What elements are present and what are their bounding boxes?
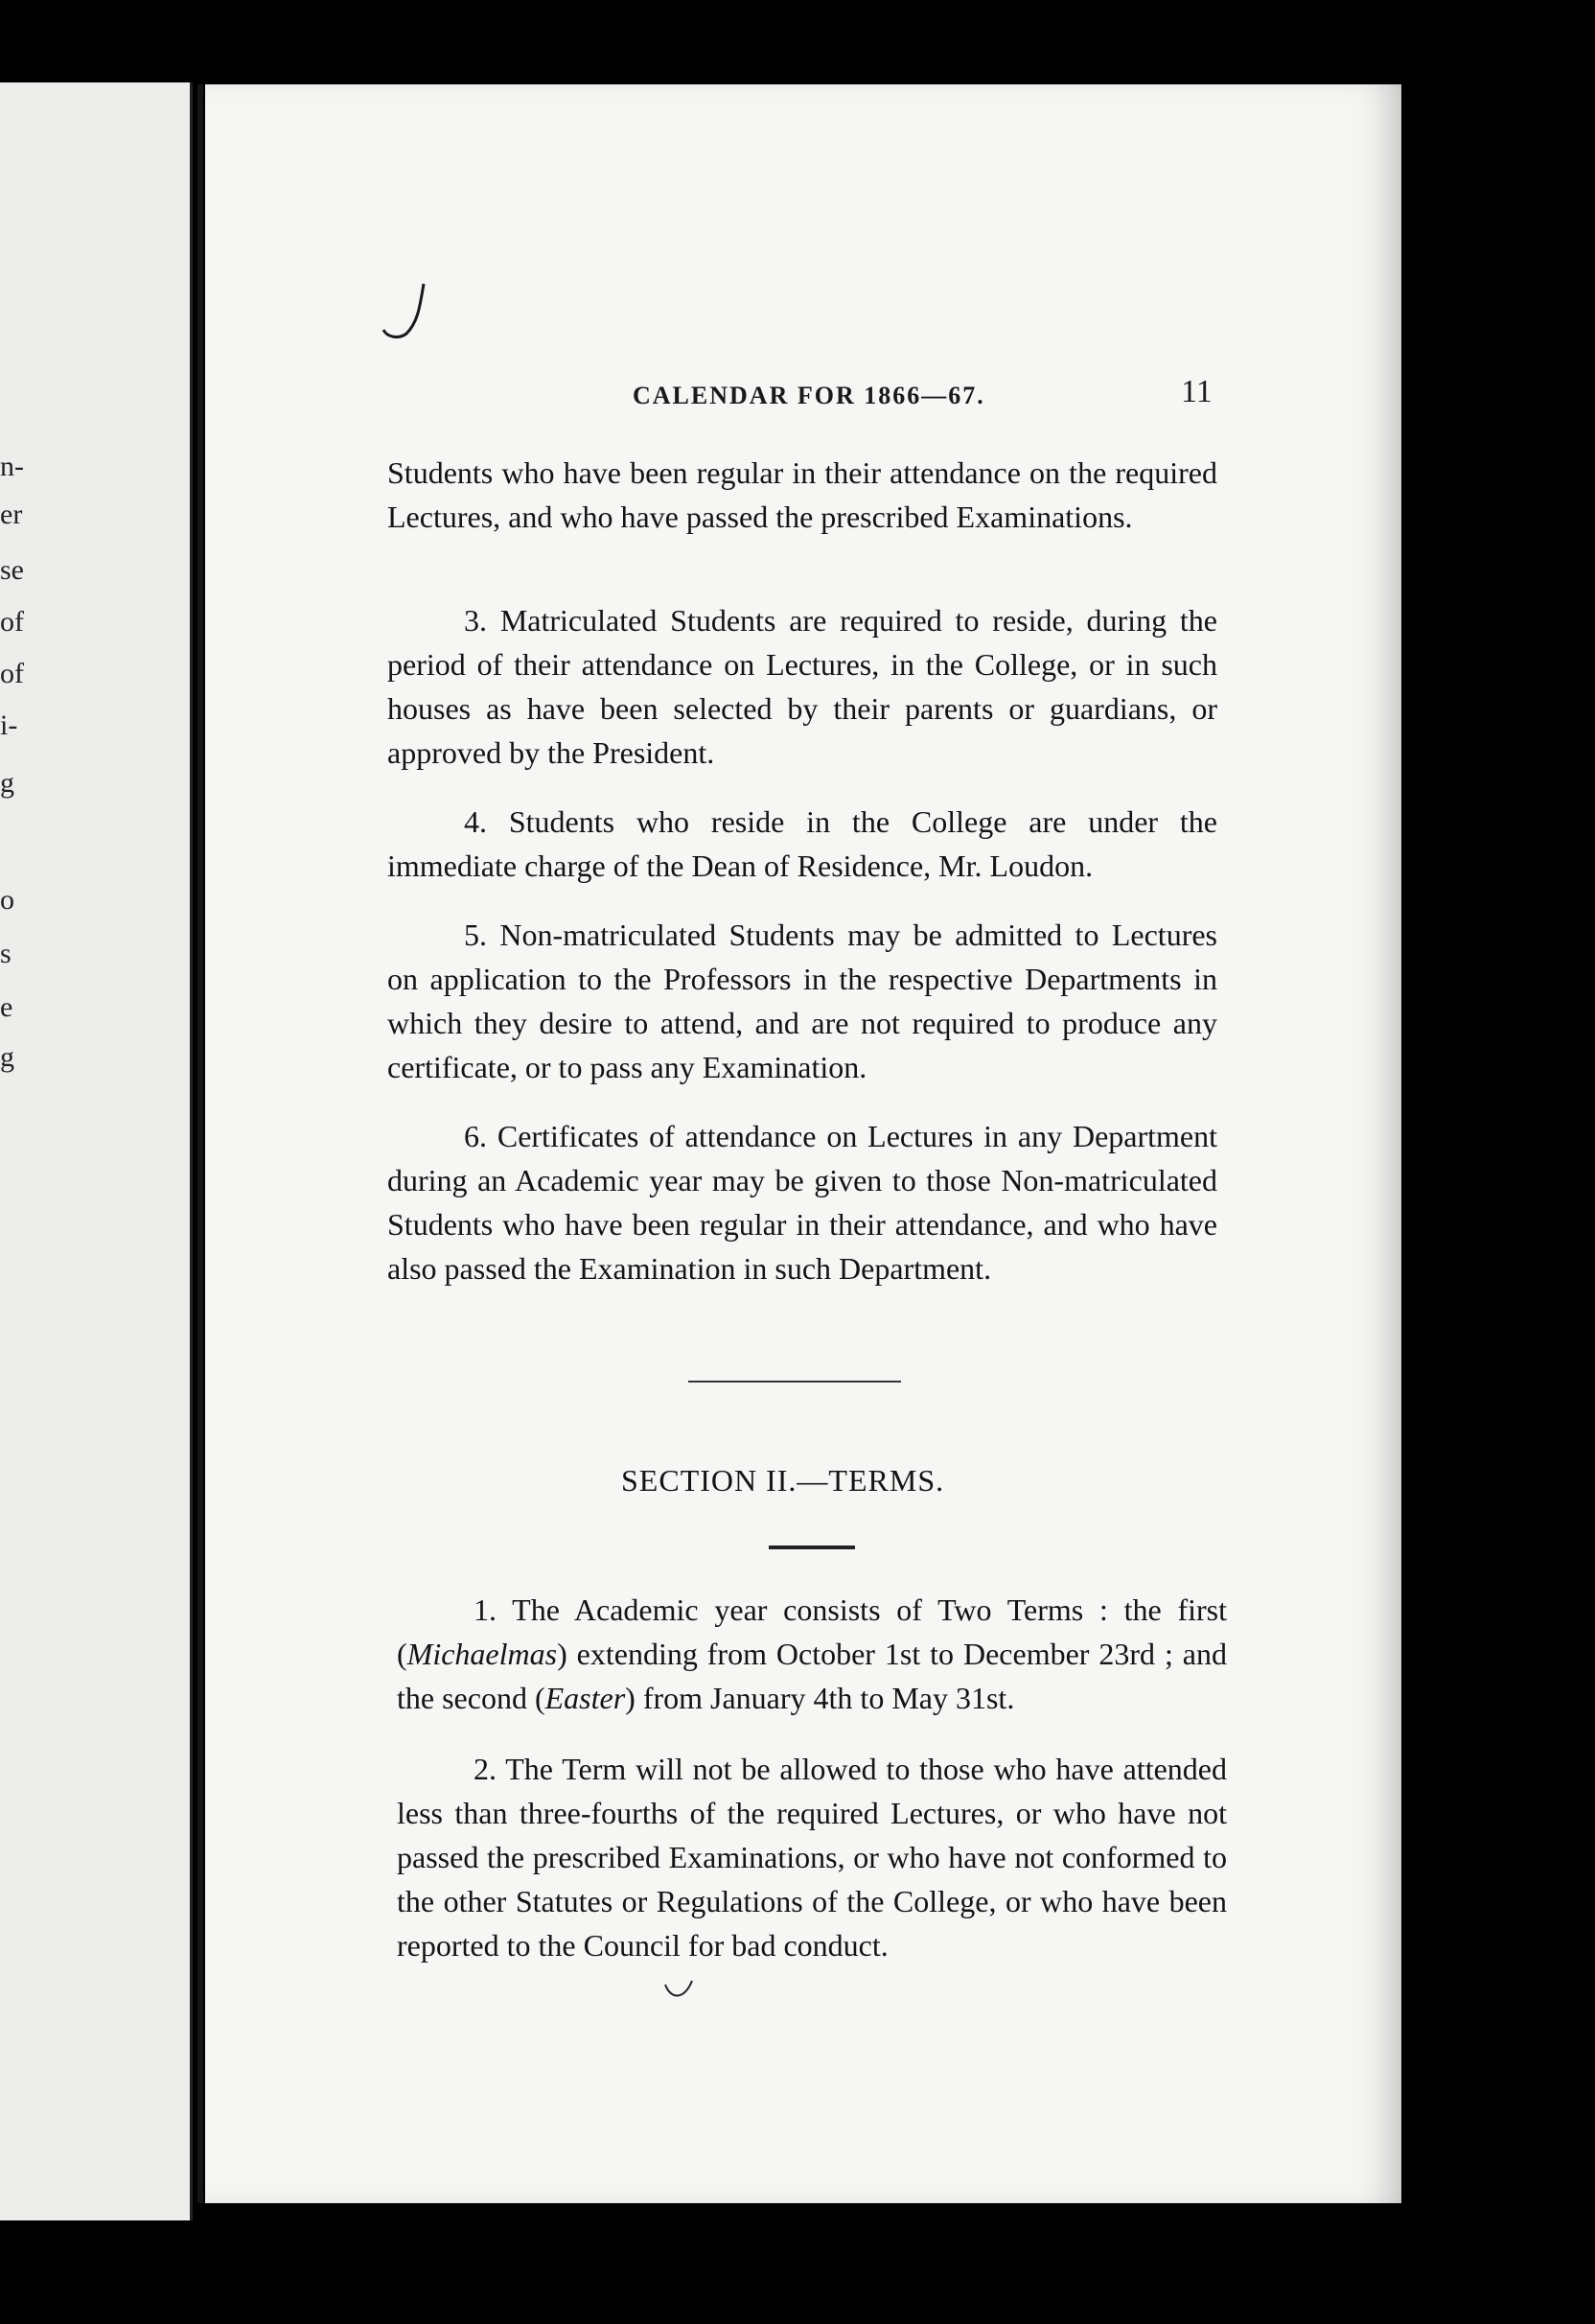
paragraph-text: 2. The Term will not be allowed to those who have attended less than three-fourths of the required Lectures, or who have not passed the prescribed Examinations, or who have not conformed to the other Statutes or Regulations of the College, or who have been reported to the Council for bad conduct.: [397, 1752, 1227, 1963]
paragraph-text: Students who have been regular in their attendance on the required Lectures, and who have passed the prescribed Examinations.: [387, 455, 1217, 534]
paragraph-4: [387, 800, 1217, 888]
terms-1-part-b: ) extending from October 1st to December 23rd ; and the second (: [397, 1637, 1227, 1715]
running-head: CALENDAR FOR 1866—67.: [633, 382, 985, 409]
continued-paragraph: [387, 451, 1217, 539]
terms-1-part-c: ) from January 4th to May 31st.: [625, 1681, 1015, 1715]
terms-paragraph-2: [397, 1747, 1227, 1967]
left-fragment-text: g: [0, 1041, 14, 1073]
terms-1-part-a: 1. The Academic year consists of Two Terms : the first (: [397, 1592, 1227, 1671]
page-number: 11: [1181, 374, 1213, 409]
left-fragment-text: of: [0, 658, 24, 689]
term-michaelmas: Michaelmas: [406, 1637, 558, 1671]
left-fragment-text: e: [0, 991, 13, 1023]
left-fragment-text: se: [0, 554, 24, 586]
left-fragment-text: g: [0, 767, 14, 799]
left-fragment-text: s: [0, 938, 12, 969]
section-heading: SECTION II.—TERMS.: [621, 1463, 945, 1498]
paragraph-text: 3. Matriculated Students are required to reside, during the period of their attendance on Lectures, in the College, or in such houses as have been selected by their parents or guardians, or approved by the President.: [387, 603, 1217, 770]
term-easter: Easter: [544, 1681, 626, 1715]
left-fragment-text: n-: [0, 451, 24, 482]
section-divider: [688, 1381, 901, 1383]
paragraph-text: [397, 1588, 1227, 1720]
left-page-fragment: [0, 82, 193, 2220]
paragraph-5: [387, 913, 1217, 1089]
left-fragment-text: er: [0, 499, 23, 530]
heading-underline: [769, 1545, 855, 1549]
left-fragment-text: of: [0, 606, 24, 638]
left-fragment-text: o: [0, 884, 14, 916]
pen-mark-icon: [661, 1975, 700, 2004]
paragraph-text: 6. Certificates of attendance on Lectures in any Department during an Academic year may be given to those Non-matriculated Students who have been regular in their attendance, and who have also passed the Examination in such Department.: [387, 1119, 1217, 1286]
paragraph-text: 5. Non-matriculated Students may be admitted to Lectures on application to the Professors in the respective Departments in which they desire to attend, and are not required to produce any certificate, or to pass any Examination.: [387, 918, 1217, 1084]
paragraph-text: 4. Students who reside in the College are under the immediate charge of the Dean of Residence, Mr. Loudon.: [387, 804, 1217, 883]
left-fragment-text: i-: [0, 709, 18, 741]
paragraph-3: [387, 598, 1217, 775]
scan-border: [1401, 77, 1595, 2243]
terms-paragraph-1: [397, 1588, 1227, 1720]
paragraph-6: [387, 1114, 1217, 1290]
pen-mark-icon: [374, 278, 451, 345]
page-spine: [197, 84, 203, 2203]
